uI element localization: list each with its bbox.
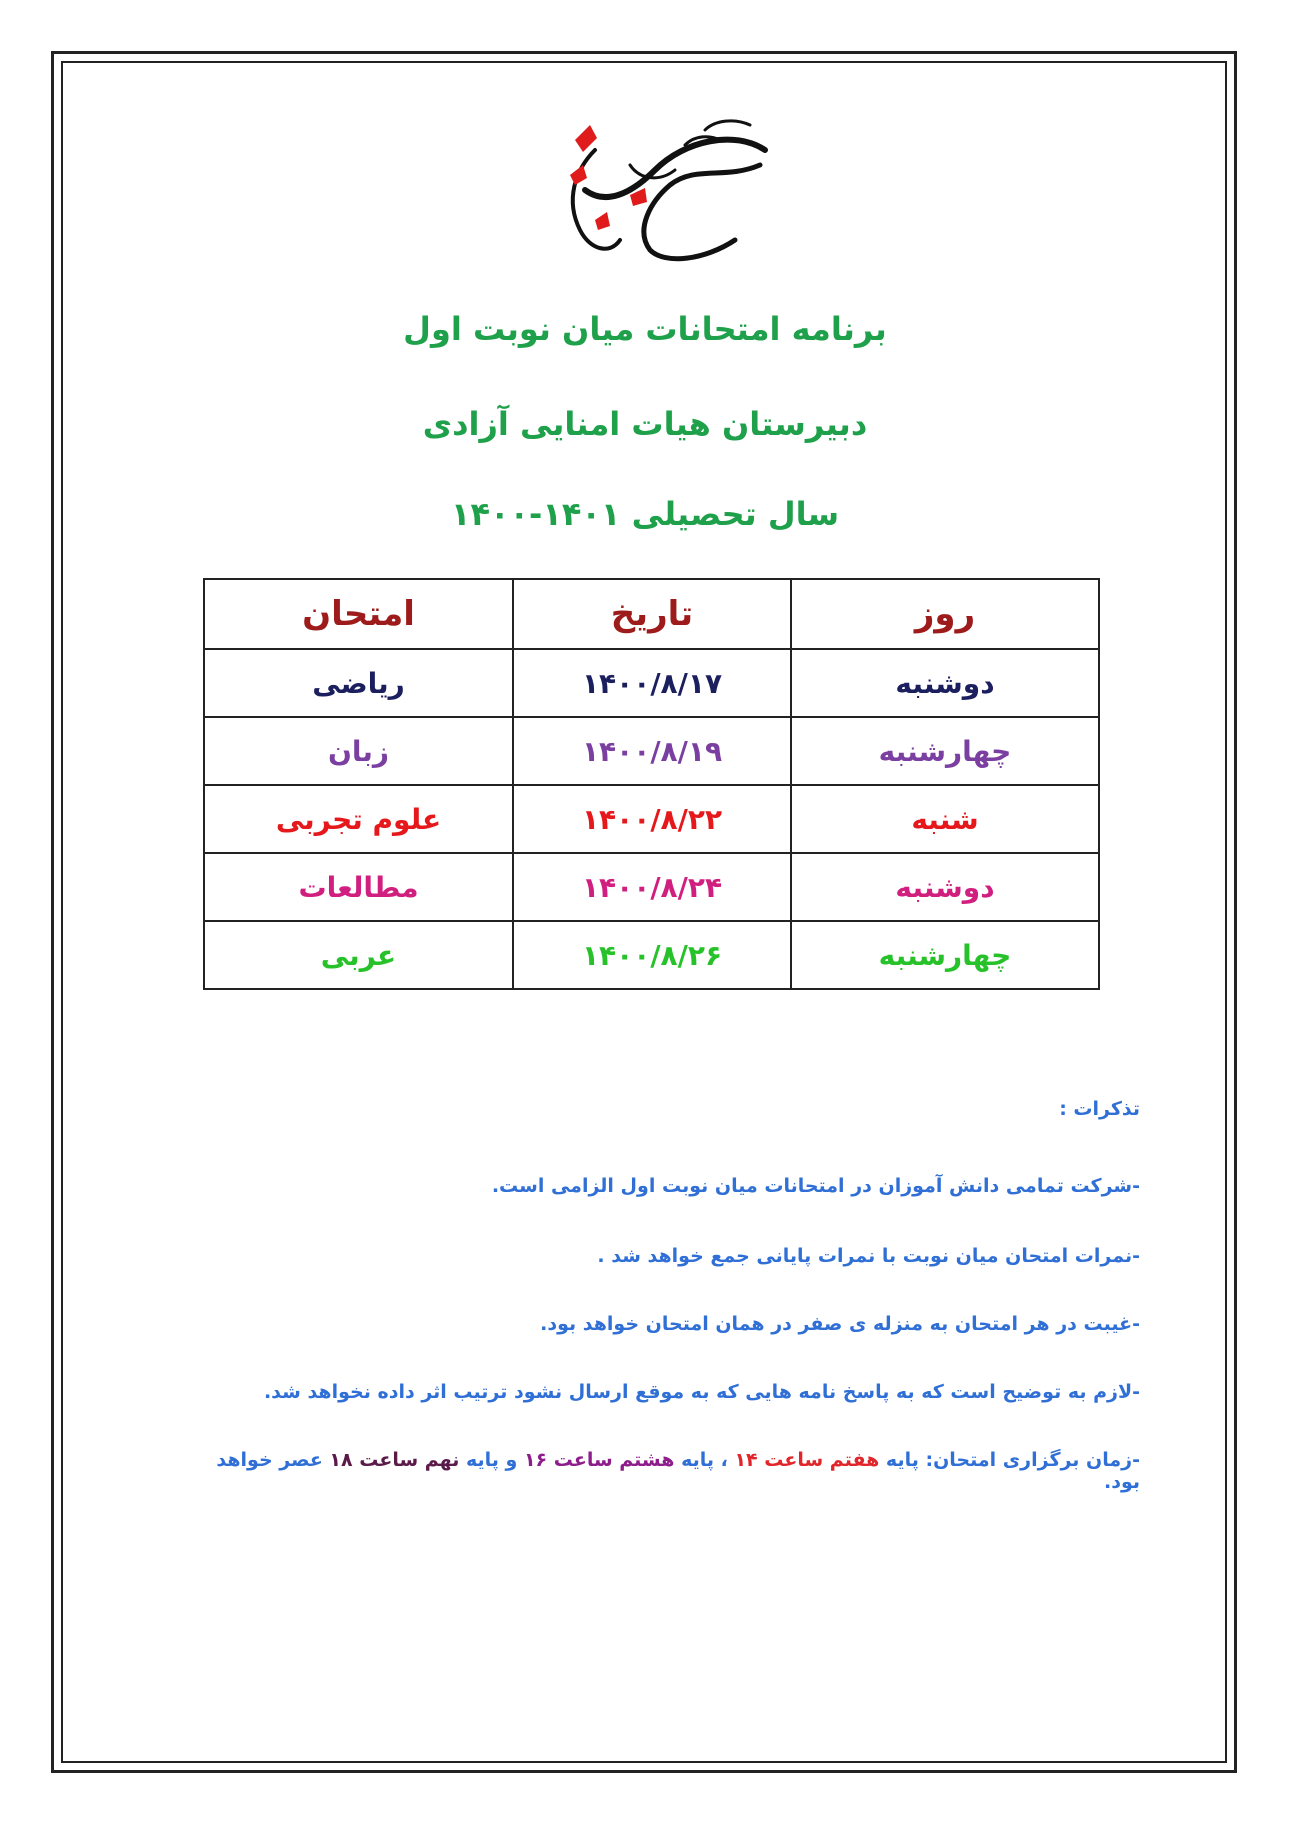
note-item: -شرکت تمامی دانش آموزان در امتحانات میان نوبت اول الزامی است. [491,1175,1140,1197]
page-title: برنامه امتحانات میان نوبت اول [403,310,887,348]
note-item: -لازم به توضیح است که به پاسخ نامه هایی که به موقع ارسال نشود ترتیب اثر داده نخواهد شد. [263,1381,1140,1403]
column-header-day: روز [791,579,1099,649]
table-header-row [204,579,1099,649]
row-date: ۱۴۰۰/۸/۲۶ [513,921,791,989]
note-item: -نمرات امتحان میان نوبت با نمرات پایانی جمع خواهد شد . [597,1245,1140,1267]
row-day: دوشنبه [791,649,1099,717]
row-exam: مطالعات [204,853,513,921]
row-exam: زبان [204,717,513,785]
row-exam: ریاضی [204,649,513,717]
table-row [204,921,1099,989]
table-row [204,853,1099,921]
row-date: ۱۴۰۰/۸/۱۹ [513,717,791,785]
calligraphy-logo-icon [535,110,775,270]
row-exam: عربی [204,921,513,989]
column-header-exam: امتحان [204,579,513,649]
grade-8-time: هشتم ساعت ۱۶ [523,1449,675,1471]
row-exam: علوم تجربی [204,785,513,853]
row-date: ۱۴۰۰/۸/۱۷ [513,649,791,717]
notes-title: تذکرات : [1059,1098,1140,1120]
note-exam-times [200,1449,1140,1493]
note-item: -غیبت در هر امتحان به منزله ی صفر در همان امتحان خواهد بود. [540,1313,1140,1335]
academic-year: سال تحصیلی ۱۴۰۱-۱۴۰۰ [450,495,840,533]
grade-7-time: هفتم ساعت ۱۴ [734,1449,880,1471]
exam-times-sep2: و پایه [459,1449,524,1471]
row-day: چهارشنبه [791,717,1099,785]
school-name: دبیرستان هیات امنایی آزادی [422,405,868,443]
exam-times-suffix: عصر خواهد بود. [216,1449,1140,1493]
exam-times-prefix: -زمان برگزاری امتحان: پایه [879,1449,1140,1471]
exam-schedule-table [203,578,1100,990]
row-date: ۱۴۰۰/۸/۲۲ [513,785,791,853]
column-header-date: تاریخ [513,579,791,649]
grade-9-time: نهم ساعت ۱۸ [329,1449,460,1471]
row-date: ۱۴۰۰/۸/۲۴ [513,853,791,921]
table-row [204,649,1099,717]
row-day: دوشنبه [791,853,1099,921]
table-row [204,785,1099,853]
table-row [204,717,1099,785]
row-day: شنبه [791,785,1099,853]
exam-times-sep1: ، پایه [674,1449,735,1471]
row-day: چهارشنبه [791,921,1099,989]
